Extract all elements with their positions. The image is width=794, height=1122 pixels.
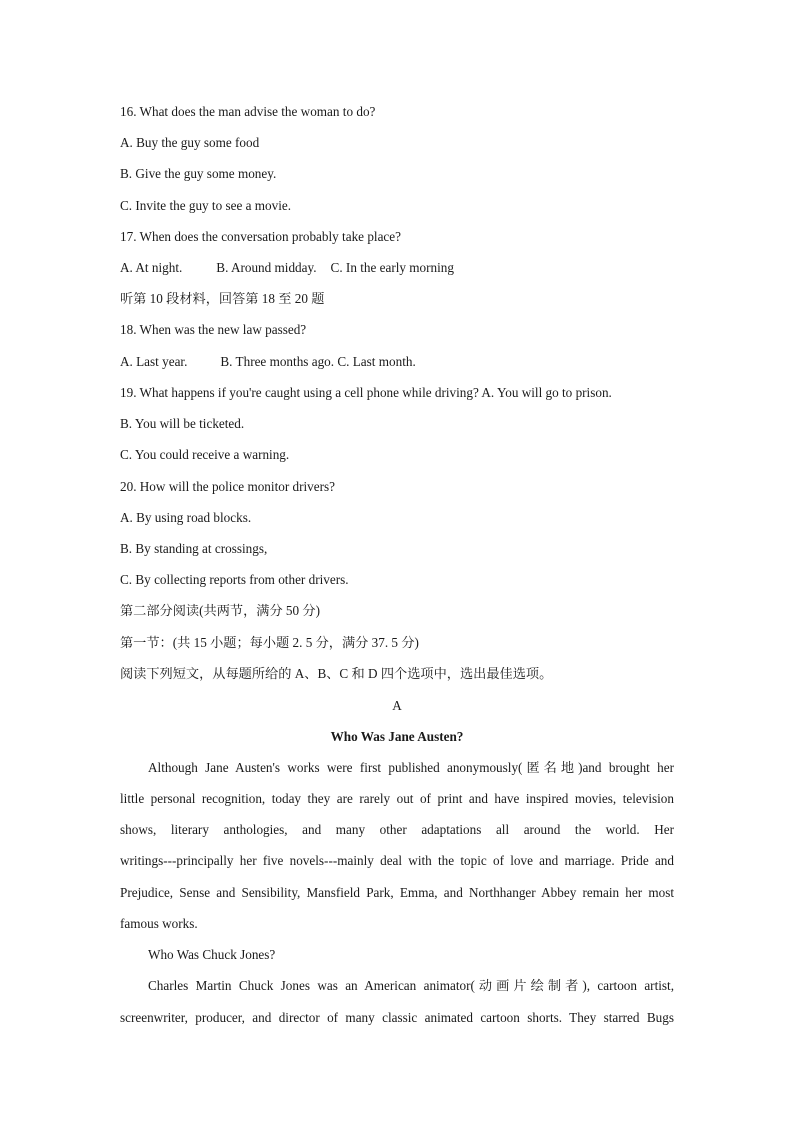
reading-part-title: 第二部分阅读(共两节，满分 50 分) (120, 603, 321, 618)
q16-option-c: C. Invite the guy to see a movie. (120, 198, 292, 213)
q16-option-b: B. Give the guy some money. (120, 166, 277, 181)
q18-option-a: A. Last year. (120, 354, 188, 369)
paragraph-2-line: Charles Martin Chuck Jones was an American animator(动画片绘制者), cartoon artist, (148, 978, 674, 993)
q18-options (120, 354, 416, 370)
paragraph-1-line: Although Jane Austen's works were first published anonymously(匿名地)and brought her (148, 760, 674, 775)
q18-option-b: B. Three months ago. (220, 354, 335, 369)
paragraph-1-line: Prejudice, Sense and Sensibility, Mansfield Park, Emma, and Northhanger Abbey remain her most (120, 885, 674, 900)
subheading-chuck-jones: Who Was Chuck Jones? (148, 947, 276, 962)
q17-option-b: B. Around midday. (216, 260, 317, 275)
question-19: 19. What happens if you're caught using a cell phone while driving? A. You will go to prison. (120, 385, 612, 400)
q17-option-c: C. In the early morning (330, 260, 454, 275)
paragraph-2-line: screenwriter, producer, and director of many classic animated cartoon shorts. They starred Bugs (120, 1010, 674, 1025)
q19-option-c: C. You could receive a warning. (120, 447, 290, 462)
q16-option-a: A. Buy the guy some food (120, 135, 260, 150)
reading-instruction: 阅读下列短文，从每题所给的 A、B、C 和 D 四个选项中，选出最佳选项。 (120, 666, 553, 681)
passage-letter: A (392, 698, 402, 713)
q17-option-a: A. At night. (120, 260, 183, 275)
paragraph-1-line: writings---principally her five novels---mainly deal with the topic of love and marriage. Pride and (120, 853, 674, 868)
q20-option-b: B. By standing at crossings, (120, 541, 268, 556)
q20-option-a: A. By using road blocks. (120, 510, 252, 525)
question-17: 17. When does the conversation probably take place? (120, 229, 401, 244)
question-18: 18. When was the new law passed? (120, 322, 307, 337)
q20-option-c: C. By collecting reports from other drivers. (120, 572, 349, 587)
question-16: 16. What does the man advise the woman to do? (120, 104, 376, 119)
paragraph-1-line: little personal recognition, today they are rarely out of print and have inspired movies, television (120, 791, 674, 806)
paragraph-1-line: shows, literary anthologies, and many other adaptations all around the world. Her (120, 822, 674, 837)
question-20: 20. How will the police monitor drivers? (120, 479, 335, 494)
material-10-instruction: 听第 10 段材料，回答第 18 至 20 题 (120, 291, 325, 306)
q18-option-c: C. Last month. (337, 354, 416, 369)
q19-option-b: B. You will be ticketed. (120, 416, 245, 431)
q17-options (120, 260, 454, 276)
passage-title: Who Was Jane Austen? (330, 729, 464, 744)
reading-section-title: 第一节：(共 15 小题；每小题 2. 5 分，满分 37. 5 分) (120, 635, 419, 650)
paragraph-1-line: famous works. (120, 916, 198, 931)
